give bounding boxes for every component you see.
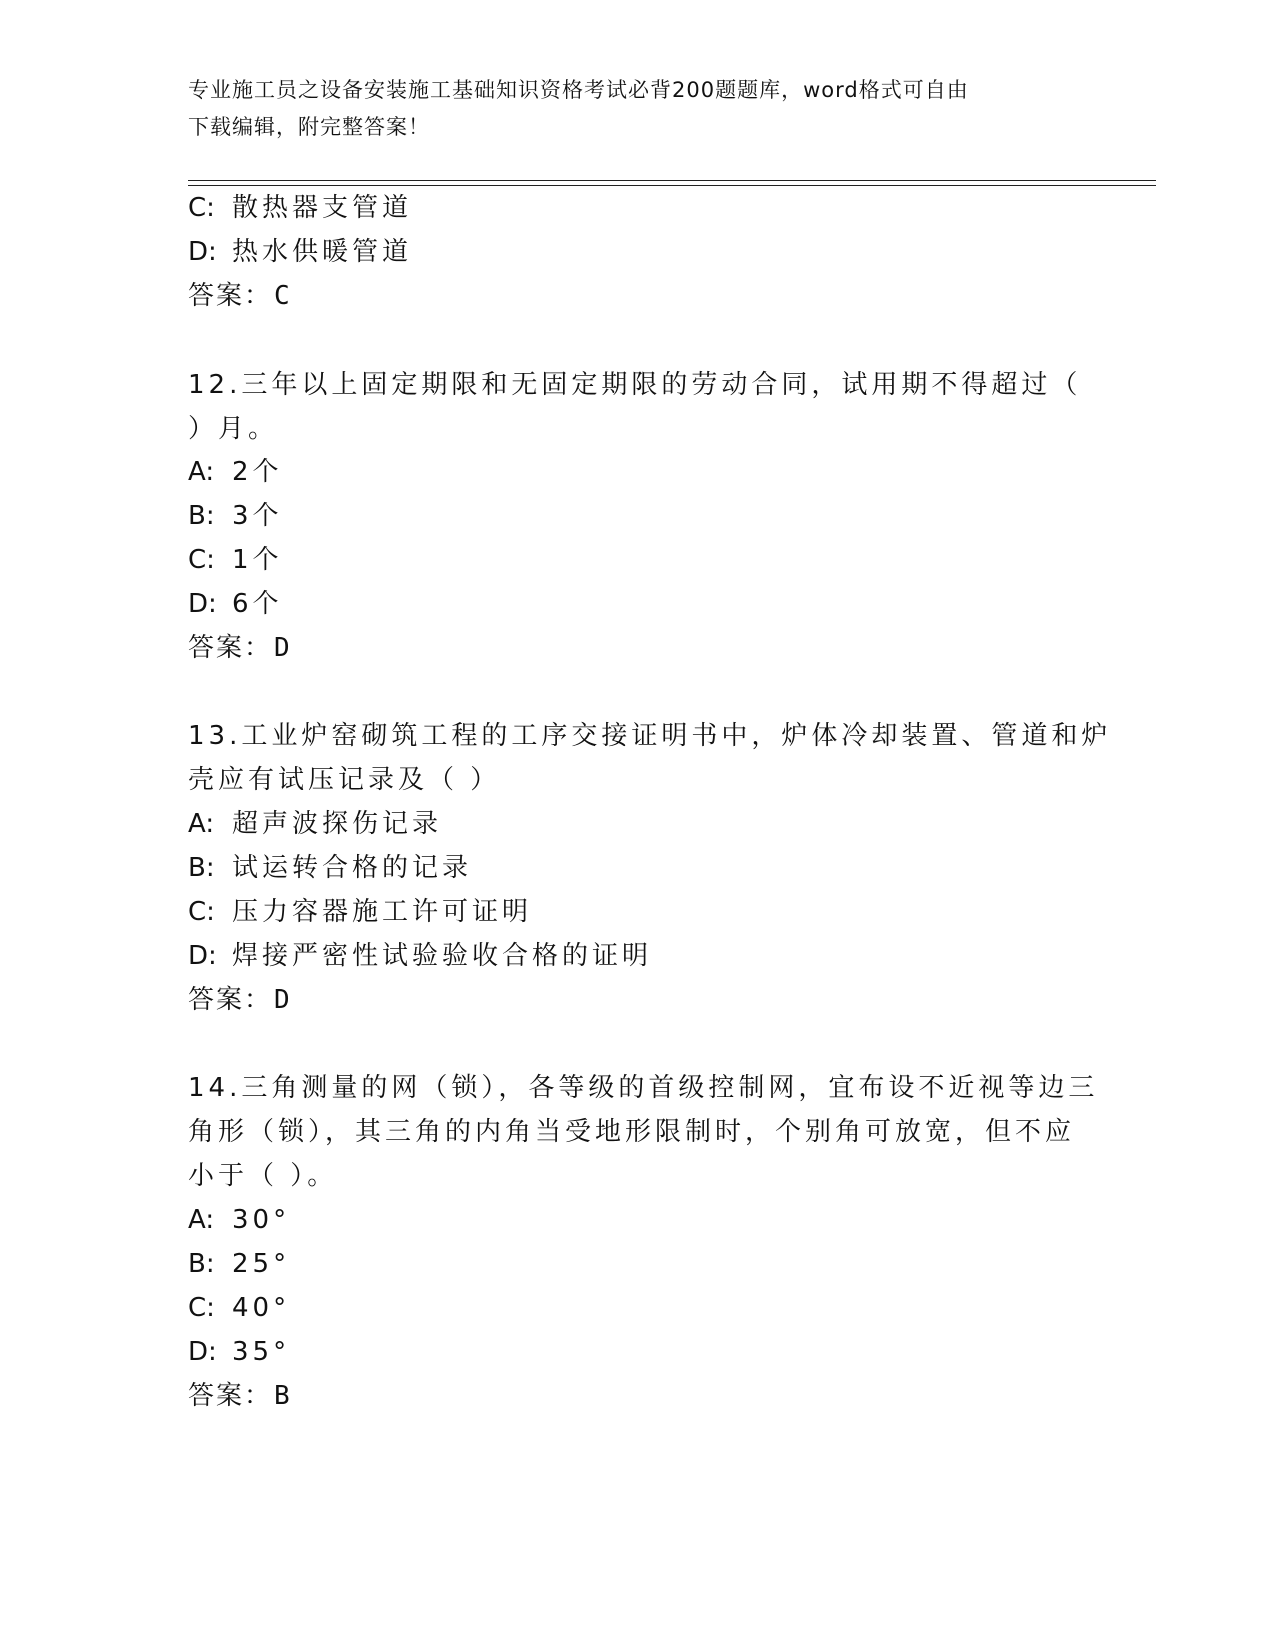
q13-option-c [188,896,532,928]
q13-stem-line-2: 壳应有试压记录及（ ） [188,765,501,795]
option-label: D: [188,589,217,619]
answer-label: 答案： [188,985,273,1015]
option-label: A: [188,457,215,487]
option-label: C: [188,897,215,927]
q14-stem-line-3: 小于（ ）。 [188,1161,338,1191]
answer-label: 答案： [188,1381,273,1411]
option-label: A: [188,1205,215,1235]
option-text: 25° [232,1249,291,1279]
q13-answer [188,984,290,1016]
answer-value: B [274,1381,290,1411]
q12-option-a [188,456,283,488]
q13-stem-line-1: 13.工业炉窑砌筑工程的工序交接证明书中，炉体冷却装置、管道和炉 [188,721,1112,751]
option-label: D: [188,237,217,267]
q12-stem-line-2: ）月。 [188,414,279,444]
q12-stem-line-1: 12.三年以上固定期限和无固定期限的劳动合同，试用期不得超过（ [188,370,1082,400]
option-text: 热水供暖管道 [232,237,413,267]
option-label: C: [188,193,215,223]
option-text: 超声波探伤记录 [232,809,443,839]
option-label: B: [188,853,215,883]
q12-answer [188,632,290,664]
q13-option-d [188,940,652,972]
option-text: 3个 [232,501,283,531]
q12-option-d [188,588,283,620]
answer-value: D [274,985,290,1015]
document-header [188,72,1088,146]
q14-option-b [188,1248,290,1280]
answer-label: 答案： [188,633,273,663]
option-text: 散热器支管道 [232,193,413,223]
q12-option-b [188,500,283,532]
option-text: 压力容器施工许可证明 [232,897,533,927]
option-label: B: [188,501,215,531]
answer-label: 答案： [188,281,273,311]
option-label: C: [188,545,215,575]
option-text: 2个 [232,457,283,487]
option-text: 试运转合格的记录 [232,853,473,883]
answer-value: D [274,633,290,663]
option-label: A: [188,809,215,839]
header-rule-bottom [188,185,1156,186]
q14-answer [188,1380,290,1412]
header-line-2: 下载编辑，附完整答案！ [188,115,430,139]
option-text: 30° [232,1205,291,1235]
prev-option-d [188,236,412,268]
option-label: C: [188,1293,215,1323]
option-label: B: [188,1249,215,1279]
answer-value: C [274,281,290,311]
option-label: D: [188,941,217,971]
option-text: 1个 [232,545,283,575]
q13-option-a [188,808,442,840]
q12-option-c [188,544,283,576]
q13-option-b [188,852,472,884]
q14-option-a [188,1204,290,1236]
header-line-1: 专业施工员之设备安装施工基础知识资格考试必背200题题库，word格式可自由 [188,78,969,102]
option-text: 6个 [232,589,283,619]
prev-option-c [188,192,412,224]
q14-option-c [188,1292,290,1324]
option-text: 40° [232,1293,291,1323]
header-rule-top [188,180,1156,181]
option-text: 焊接严密性试验验收合格的证明 [232,941,653,971]
option-text: 35° [232,1337,291,1367]
q14-option-d [188,1336,290,1368]
option-label: D: [188,1337,217,1367]
q14-stem-line-2: 角形（锁），其三角的内角当受地形限制时，个别角可放宽，但不应 [188,1117,1076,1147]
q14-stem-line-1: 14.三角测量的网（锁），各等级的首级控制网，宜布设不近视等边三 [188,1073,1099,1103]
prev-answer [188,280,290,312]
